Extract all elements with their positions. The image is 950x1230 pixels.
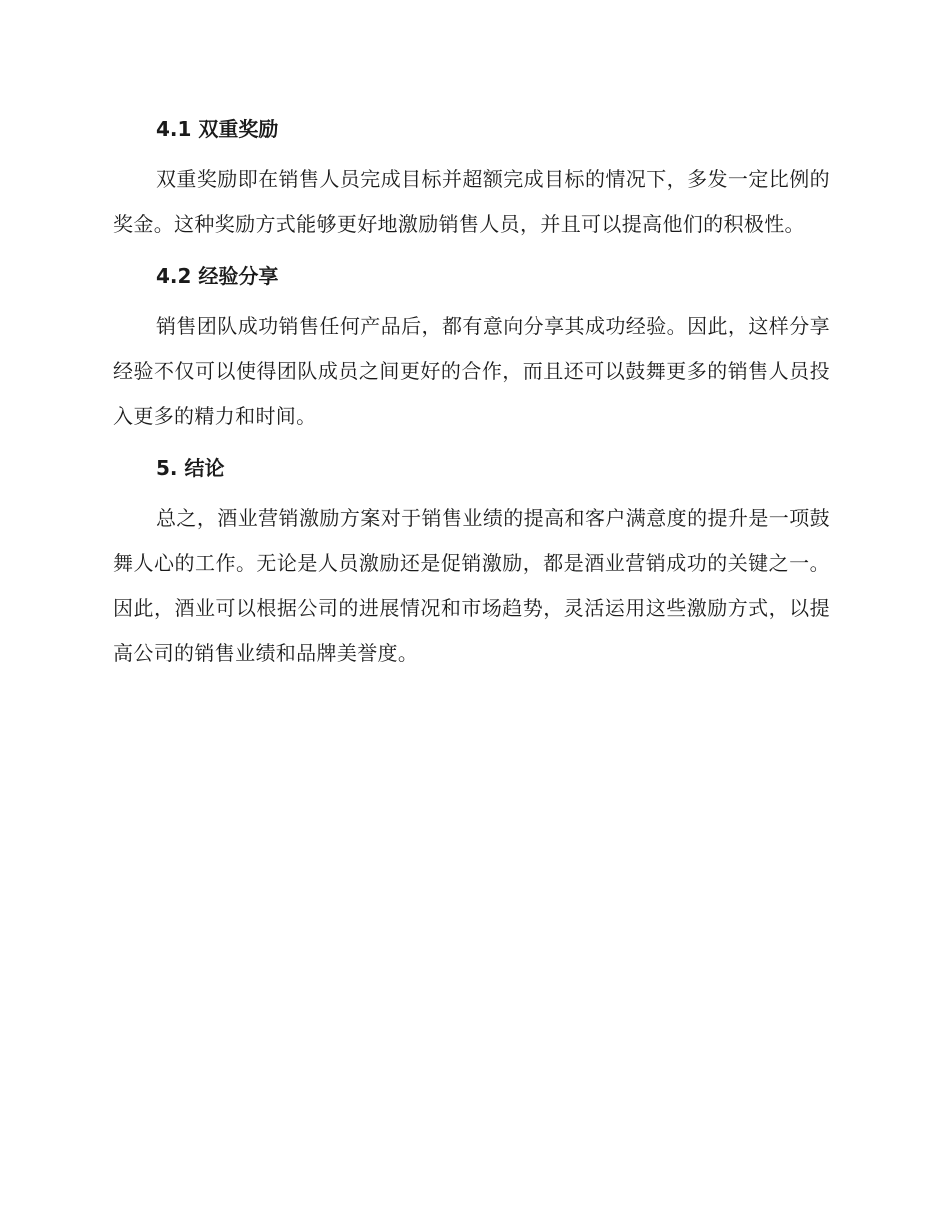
section-experience-sharing bbox=[113, 259, 830, 439]
document-content bbox=[113, 112, 830, 688]
section-paragraph: 销售团队成功销售任何产品后，都有意向分享其成功经验。因此，这样分享经验不仅可以使得团队成员之间更好的合作，而且还可以鼓舞更多的销售人员投入更多的精力和时间。 bbox=[113, 314, 830, 428]
section-paragraph: 双重奖励即在销售人员完成目标并超额完成目标的情况下，多发一定比例的奖金。这种奖励方式能够更好地激励销售人员，并且可以提高他们的积极性。 bbox=[113, 167, 830, 236]
section-heading: 4.2 经验分享 bbox=[156, 264, 279, 288]
section-heading: 5. 结论 bbox=[156, 456, 225, 480]
section-heading: 4.1 双重奖励 bbox=[156, 117, 279, 141]
section-paragraph: 总之，酒业营销激励方案对于销售业绩的提高和客户满意度的提升是一项鼓舞人心的工作。无论是人员激励还是促销激励，都是酒业营销成功的关键之一。因此，酒业可以根据公司的进展情况和市场趋势，灵活运用这些激励方式，以提高公司的销售业绩和品牌美誉度。 bbox=[113, 506, 830, 665]
section-double-reward bbox=[113, 112, 830, 247]
section-conclusion bbox=[113, 451, 830, 676]
